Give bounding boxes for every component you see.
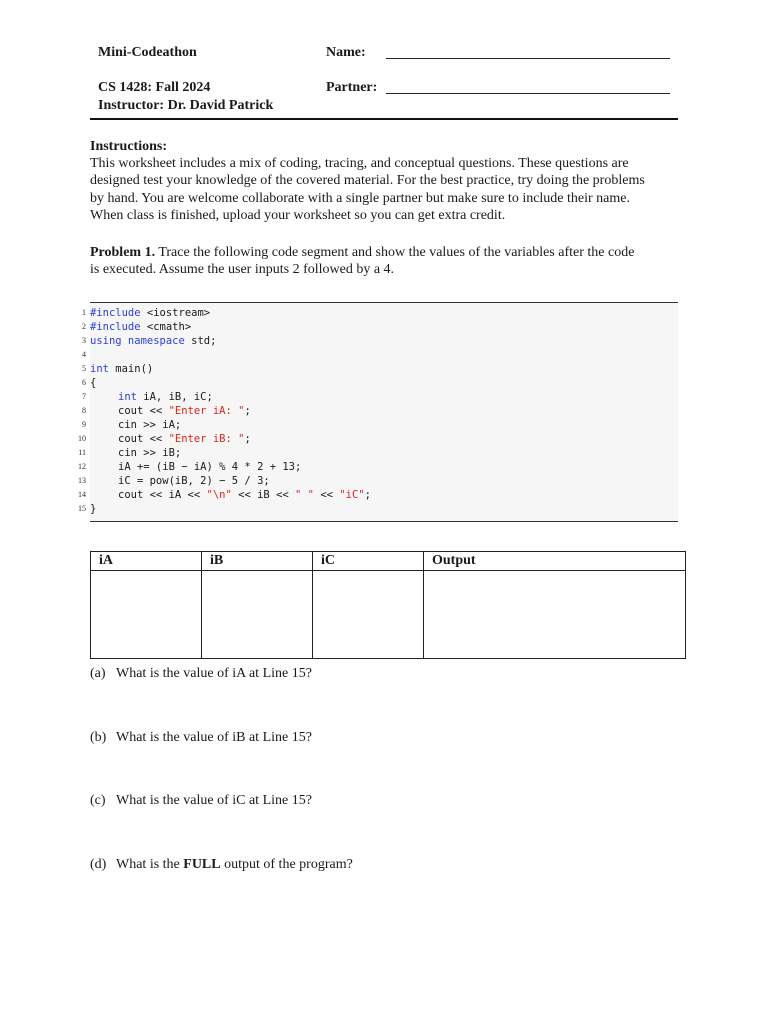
- trace-cell-ib[interactable]: [202, 571, 313, 659]
- question-a: [90, 666, 312, 682]
- trace-table: [90, 551, 686, 659]
- code-line-5: 5 int main(): [82, 363, 154, 375]
- trace-header-output: Output: [424, 552, 686, 571]
- problem-text-1: Trace the following code segment and show the values of the variables after the code: [155, 245, 635, 260]
- trace-cell-ia[interactable]: [91, 571, 202, 659]
- problem-statement: [90, 244, 678, 279]
- code-line-14: 14 cout << iA << "\n" << iB << " " << "iC";: [78, 489, 371, 501]
- trace-header-ic: iC: [313, 552, 424, 571]
- code-line-10: 10 cout << "Enter iB: ";: [78, 433, 251, 445]
- instructions-line: When class is finished, upload your worksheet so you can get extra credit.: [90, 207, 506, 223]
- question-text-end: output of the program?: [220, 857, 353, 872]
- question-text: What is the value of iB at Line 15?: [116, 730, 312, 745]
- code-line-13: 13 iC = pow(iB, 2) − 5 / 3;: [78, 475, 270, 487]
- instructions-line: by hand. You are welcome collaborate with a single partner but make sure to include their name.: [90, 190, 630, 206]
- problem-line-2: is executed. Assume the user inputs 2 followed by a 4.: [90, 262, 395, 278]
- problem-line-1: [90, 244, 678, 261]
- trace-header-ib: iB: [202, 552, 313, 571]
- instructions-heading: Instructions:: [90, 139, 168, 154]
- question-text: What is the value of iC at Line 15?: [116, 793, 312, 808]
- trace-table-header-row: [91, 552, 686, 571]
- code-line-11: 11 cin >> iB;: [78, 447, 182, 459]
- question-text: What is the value of iA at Line 15?: [116, 666, 312, 681]
- name-field-line[interactable]: [386, 58, 670, 59]
- code-line-8: 8 cout << "Enter iA: ";: [82, 405, 251, 417]
- trace-header-ia: iA: [91, 552, 202, 571]
- instructor-info: Instructor: Dr. David Patrick: [98, 98, 274, 113]
- code-line-6: 6 {: [82, 377, 97, 389]
- question-d: [90, 857, 353, 873]
- code-line-9: 9 cin >> iA;: [82, 419, 182, 431]
- instructions-line: This worksheet includes a mix of coding, tracing, and conceptual questions. These questions are: [90, 156, 629, 171]
- question-label: (b): [90, 730, 107, 745]
- trace-table-row: [91, 571, 686, 659]
- trace-cell-ic[interactable]: [313, 571, 424, 659]
- question-label: (c): [90, 793, 106, 808]
- partner-label: Partner:: [326, 80, 378, 95]
- question-emphasis: FULL: [183, 857, 221, 872]
- header-divider: [90, 118, 678, 120]
- instructions-line: designed test your knowledge of the covered material. For the best practice, try doing the problems: [90, 173, 645, 189]
- code-listing: 1 #include <iostream> 2 #include <cmath> 3 using namespace std; 4 5 int main() 6 { 7 int iA, iB, iC; 8 cout << "Enter iA: "; 9 cin >> iA; 10 cout << "Enter iB: "; 11 cin >> iB; 12 iA += (iB − iA) % 4 * 2 + 13; 13 iC = pow(iB, 2) − 5 / 3; 14 cout << iA << "\n" << iB << " " << "iC"; 15 }: [90, 302, 678, 522]
- course-info: CS 1428: Fall 2024: [98, 80, 211, 95]
- question-label: (a): [90, 666, 106, 681]
- trace-cell-output[interactable]: [424, 571, 686, 659]
- code-line-12: 12 iA += (iB − iA) % 4 * 2 + 13;: [78, 461, 302, 473]
- code-line-15: 15 }: [78, 503, 97, 515]
- question-c: [90, 793, 312, 809]
- question-text: What is the: [116, 857, 184, 872]
- name-label: Name:: [326, 45, 366, 60]
- code-line-3: 3 using namespace std;: [82, 335, 217, 347]
- question-label: (d): [90, 857, 107, 872]
- code-line-1: 1 #include <iostream>: [82, 307, 211, 319]
- problem-label: Problem 1.: [90, 245, 156, 260]
- code-line-2: 2 #include <cmath>: [82, 321, 192, 333]
- code-line-7: 7 int iA, iB, iC;: [82, 391, 213, 403]
- question-b: [90, 730, 312, 746]
- partner-field-line[interactable]: [386, 93, 670, 94]
- event-title: Mini-Codeathon: [98, 45, 197, 60]
- instructions-body: [90, 155, 678, 224]
